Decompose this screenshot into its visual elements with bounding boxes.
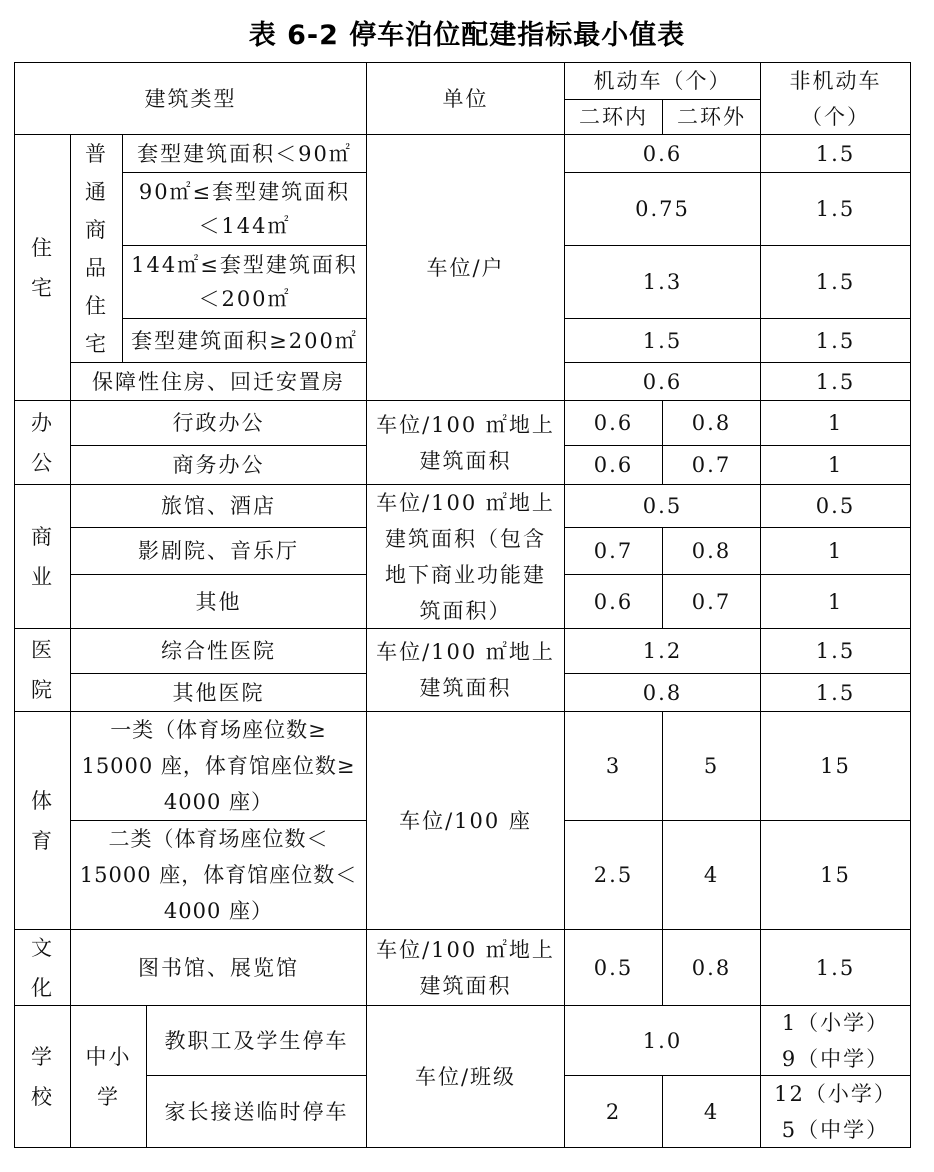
category-commerce: 商 业 [14,484,71,629]
subcategory-primary-secondary: 中小 学 [70,1005,147,1148]
culture-inner: 0.5 [564,929,663,1006]
residential-motor-144-200: 1.3 [564,245,761,319]
header-outer-ring: 二环外 [662,99,761,135]
residential-motor-90-144: 0.75 [564,172,761,246]
office-type-business: 商务办公 [70,445,367,485]
commerce-theater-outer: 0.8 [662,527,761,575]
residential-type-90-144: 90㎡≤套型建筑面积 ＜144㎡ [122,172,367,246]
sports-unit: 车位/100 座 [366,711,565,930]
residential-motor-affordable: 0.6 [564,362,761,401]
commerce-type-theater: 影剧院、音乐厅 [70,527,367,575]
residential-type-144-200: 144㎡≤套型建筑面积 ＜200㎡ [122,245,367,319]
school-unit: 车位/班级 [366,1005,565,1148]
residential-non-ge200: 1.5 [760,318,911,363]
residential-non-lt90: 1.5 [760,134,911,173]
school-parent-non: 12（小学） 5（中学） [760,1075,911,1148]
category-school: 学 校 [14,1005,71,1148]
sports-class2-inner: 2.5 [564,820,663,930]
residential-type-ge200: 套型建筑面积≥200㎡ [122,318,367,363]
sports-type-class1: 一类（体育场座位数≥ 15000 座，体育馆座位数≥ 4000 座） [70,711,367,821]
residential-motor-ge200: 1.5 [564,318,761,363]
header-inner-ring: 二环内 [564,99,663,135]
office-business-outer: 0.7 [662,445,761,485]
office-type-administrative: 行政办公 [70,400,367,446]
category-residential: 住 宅 [14,134,71,401]
header-unit: 单位 [366,62,565,135]
commerce-other-inner: 0.6 [564,574,663,629]
office-business-non: 1 [760,445,911,485]
header-nonmotor: 非机动车 （个） [760,62,911,135]
subcategory-commercial-housing: 普 通 商 品 住 宅 [70,134,123,363]
commerce-theater-non: 1 [760,527,911,575]
category-office: 办 公 [14,400,71,485]
residential-non-affordable: 1.5 [760,362,911,401]
residential-motor-lt90: 0.6 [564,134,761,173]
culture-outer: 0.8 [662,929,761,1006]
culture-non: 1.5 [760,929,911,1006]
commerce-type-other: 其他 [70,574,367,629]
commerce-hotel-motor: 0.5 [564,484,761,528]
sports-type-class2: 二类（体育场座位数＜ 15000 座，体育馆座位数＜ 4000 座） [70,820,367,930]
header-motor: 机动车（个） [564,62,761,100]
hospital-type-general: 综合性医院 [70,628,367,674]
commerce-hotel-non: 0.5 [760,484,911,528]
office-business-inner: 0.6 [564,445,663,485]
category-sports: 体 育 [14,711,71,930]
category-culture: 文 化 [14,929,71,1006]
office-admin-outer: 0.8 [662,400,761,446]
sports-class1-inner: 3 [564,711,663,821]
sports-class2-outer: 4 [662,820,761,930]
commerce-other-non: 1 [760,574,911,629]
school-parent-inner: 2 [564,1075,663,1148]
school-parent-outer: 4 [662,1075,761,1148]
commerce-type-hotel: 旅馆、酒店 [70,484,367,528]
header-building-type: 建筑类型 [14,62,367,135]
sports-class2-non: 15 [760,820,911,930]
office-admin-inner: 0.6 [564,400,663,446]
commerce-theater-inner: 0.7 [564,527,663,575]
hospital-general-motor: 1.2 [564,628,761,674]
residential-non-144-200: 1.5 [760,245,911,319]
school-type-staff: 教职工及学生停车 [146,1005,367,1076]
culture-type: 图书馆、展览馆 [70,929,367,1006]
sports-class1-non: 15 [760,711,911,821]
culture-unit: 车位/100 ㎡地上 建筑面积 [366,929,565,1006]
school-staff-motor: 1.0 [564,1005,761,1076]
hospital-general-non: 1.5 [760,628,911,674]
hospital-type-other: 其他医院 [70,673,367,712]
residential-type-lt90: 套型建筑面积＜90㎡ [122,134,367,173]
residential-affordable-type: 保障性住房、回迁安置房 [70,362,367,401]
school-staff-non: 1（小学） 9（中学） [760,1005,911,1076]
sports-class1-outer: 5 [662,711,761,821]
hospital-other-non: 1.5 [760,673,911,712]
residential-unit: 车位/户 [366,134,565,401]
hospital-other-motor: 0.8 [564,673,761,712]
page-title: 表 6-2 停车泊位配建指标最小值表 [248,20,686,51]
commerce-unit: 车位/100 ㎡地上 建筑面积（包含 地下商业功能建 筑面积） [366,484,565,629]
school-type-parent: 家长接送临时停车 [146,1075,367,1148]
commerce-other-outer: 0.7 [662,574,761,629]
office-unit: 车位/100 ㎡地上 建筑面积 [366,400,565,485]
office-admin-non: 1 [760,400,911,446]
category-hospital: 医 院 [14,628,71,712]
residential-non-90-144: 1.5 [760,172,911,246]
hospital-unit: 车位/100 ㎡地上 建筑面积 [366,628,565,712]
